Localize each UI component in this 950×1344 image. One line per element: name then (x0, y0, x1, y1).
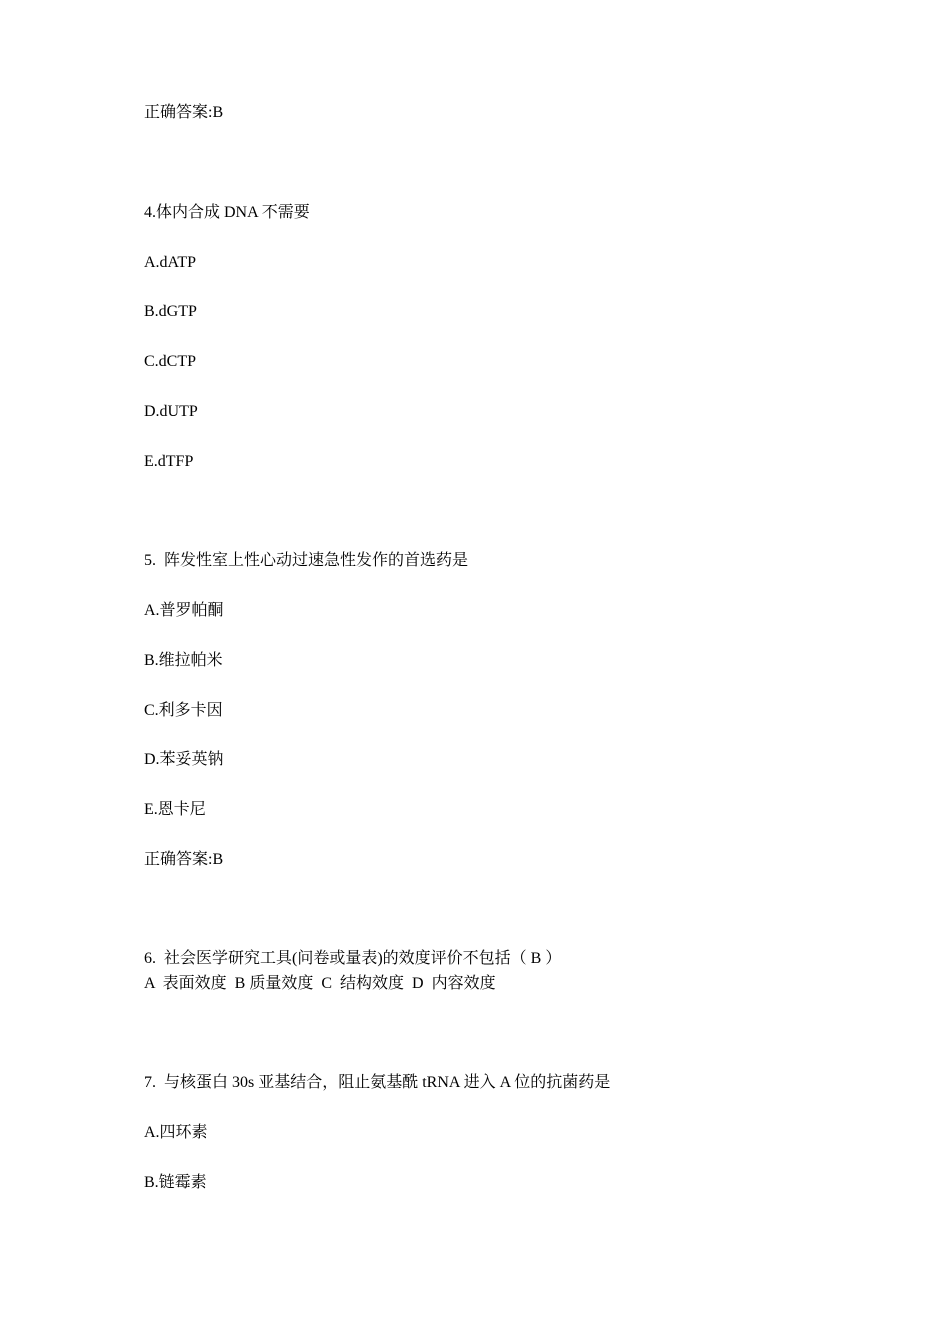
q7-question: 7. 与核蛋白 30s 亚基结合，阻止氨基酰 tRNA 进入 A 位的抗菌药是 (144, 1074, 611, 1091)
q5-option-c: C.利多卡因 (144, 702, 223, 719)
q4-option-c: C.dCTP (144, 353, 197, 370)
q7-option-b: B.链霉素 (144, 1174, 207, 1191)
q5-option-b: B.维拉帕米 (144, 652, 223, 669)
q6-question: 6. 社会医学研究工具(问卷或量表)的效度评价不包括（ B ） (144, 950, 562, 967)
q7-option-a: A.四环素 (144, 1124, 208, 1141)
q3-answer: 正确答案:B (144, 104, 224, 121)
q5-question: 5. 阵发性室上性心动过速急性发作的首选药是 (144, 552, 469, 569)
q4-option-d: D.dUTP (144, 403, 198, 420)
q5-option-d: D.苯妥英钠 (144, 751, 224, 768)
q4-option-e: E.dTFP (144, 453, 194, 470)
q5-option-e: E.恩卡尼 (144, 801, 206, 818)
q4-option-a: A.dATP (144, 254, 197, 271)
q4-question: 4.体内合成 DNA 不需要 (144, 204, 310, 221)
q6-options: A 表面效度 B 质量效度 C 结构效度 D 内容效度 (144, 975, 496, 992)
q4-option-b: B.dGTP (144, 303, 197, 320)
q5-option-a: A.普罗帕酮 (144, 602, 224, 619)
q5-answer: 正确答案:B (144, 851, 224, 868)
